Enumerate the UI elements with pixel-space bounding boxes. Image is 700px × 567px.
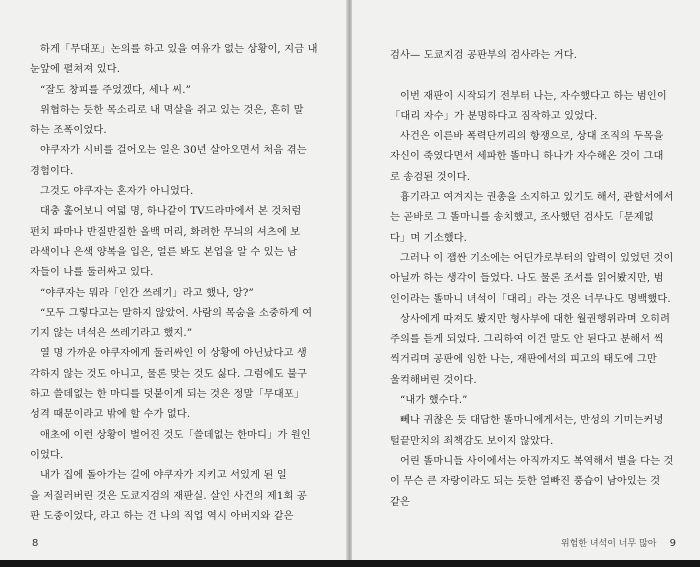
text-line: 검사— 도쿄지검 공판부의 검사라는 거다. (390, 50, 578, 61)
text-line: “야쿠자는 뭐라「인간 쓰레기」라고 했나, 앙?” (40, 287, 254, 299)
text-line: 상사에게 따져도 봤지만 형사부에 대한 월권행위라며 오히려 (400, 313, 671, 325)
running-head: 위험한 녀석이 너무 많아 (560, 539, 657, 549)
text-line: 기지 않는 녀석은 쓰레기라고 했지.” (30, 328, 193, 340)
text-line: 위협하는 듯한 목소리로 내 멱살을 쥐고 있는 것은, 흔히 말 (40, 104, 304, 116)
text-line: 을 저질러버린 것은 도쿄지검의 재판실. 살인 사건의 제1회 공 (30, 490, 307, 502)
text-line: 씩거리며 공판에 임한 나는, 재판에서의 피고의 태도에 그만 (390, 354, 657, 366)
text-line: 털끝만치의 죄책감도 보이지 않았다. (390, 435, 554, 447)
text-line: 대충 훑어보니 여덟 명, 하나같이 TV드라마에서 본 것처럼 (40, 206, 302, 218)
text-line: 각하지 않는 것도 아니고, 물론 맞는 것도 싫다. 그럼에도 불구 (30, 368, 308, 380)
right-page (352, 0, 700, 567)
text-line: 판 도중이었다, 라고 하는 건 나의 직업 역시 아버지와 같은 (30, 510, 294, 522)
text-line: 아닐까 하는 생각이 들었다. 나도 물론 조서를 읽어봤지만, 범 (390, 273, 664, 285)
text-line: 자들이 나를 둘러싸고 있다. (30, 267, 154, 279)
text-line: “모두 그렇다고는 말하지 않았어. 사람의 목숨을 소중하게 여 (40, 307, 313, 319)
text-line: 울컥해버린 것이다. (390, 374, 477, 386)
left-page (0, 0, 348, 567)
text-line: 인이라는 똘마니 녀석이「대리」라는 것은 너무나도 명백했다. (390, 293, 671, 305)
text-line: 로 송검된 것이다. (390, 171, 471, 183)
text-line: 경험이다. (30, 165, 74, 177)
text-line: 「대리 자수」가 분명하다고 짐작하고 있었다. (390, 110, 598, 122)
text-line: 눈앞에 펼쳐져 있다. (30, 64, 121, 76)
text-line: 내가 집에 돌아가는 길에 야쿠자가 지키고 서있게 된 일 (40, 470, 287, 482)
text-line: 사건은 이른바 폭력단끼리의 항쟁으로, 상대 조직의 두목을 (400, 131, 664, 143)
text-line: 이었다. (30, 449, 64, 461)
text-line: 야쿠자가 시비를 걸어오는 일은 30년 살아오면서 처음 겪는 (40, 145, 307, 157)
text-line: 열 명 가까운 야쿠자에게 둘러싸인 이 상황에 아닌났다고 생 (40, 348, 307, 360)
text-line: 그러나 이 잽싼 기소에는 어딘가로부터의 압력이 있었던 것이 (400, 252, 674, 264)
text-line: 뻬나 귀찮은 듯 대답한 똘마니에게서는, 반성의 기미는커녕 (400, 415, 664, 427)
text-line: 어린 똘마니들 사이에서는 아직까지도 복역해서 별을 다는 것 (400, 455, 674, 467)
text-line: 다」며 기소했다. (390, 232, 468, 244)
text-line: 성격 때문이라고 밖에 할 수가 없다. (30, 409, 191, 421)
text-line: 라색이나 은색 양복을 입은, 얼른 봐도 본업을 알 수 있는 남 (30, 246, 298, 258)
page-footer (561, 536, 676, 549)
text-line: 이번 재판이 시작되기 전부터 나는, 자수했다고 하는 범인이 (400, 90, 667, 102)
text-line: 애초에 이런 상황이 벌어진 것도「쓸데없는 한마디」가 원인 (40, 429, 311, 441)
scan-edge-bottom (0, 560, 700, 567)
text-line: 하는 조폭이었다. (30, 125, 107, 137)
text-line: 하게「무대포」논의를 하고 있을 여유가 없는 상황이, 지금 내 (40, 44, 318, 55)
text-line: 주의를 듣게 되었다. 그리하여 이건 말도 안 된다고 분해서 씩 (390, 334, 664, 346)
text-line: 그것도 야쿠자는 혼자가 아니었다. (40, 186, 194, 198)
text-line: 하고 쓸데없는 한 마디를 덧붙이게 되는 것은 정말「무대포」 (30, 389, 305, 401)
text-line: 자신이 죽였다면서 세파한 똘마니 하나가 자수해온 것이 그대 (390, 151, 664, 163)
text-line: 같은 (390, 496, 410, 508)
text-line: 는 곧바로 그 똘마니를 송치했고, 조사했던 검사도「문제없 (390, 212, 654, 224)
text-line: “내가 했수다.” (400, 395, 468, 407)
text-line: 이 무슨 큰 자랑이라도 되는 듯한 얼빠진 풍습이 남아있는 것 (390, 476, 661, 488)
blank-line (390, 66, 674, 86)
text-line: 펀치 파마나 반질반질한 올백 머리, 화려한 무늬의 셔츠에 보 (30, 226, 301, 238)
text-line: “잘도 창피를 주었겠다, 세나 씨.” (40, 84, 191, 96)
right-page-body (390, 46, 674, 513)
text-line: 흉기라고 여겨지는 권총을 소지하고 있기도 해서, 관할서에서 (400, 192, 674, 204)
left-page-body (30, 40, 320, 527)
page-number: 9 (669, 538, 676, 549)
page-number: 8 (32, 538, 39, 549)
